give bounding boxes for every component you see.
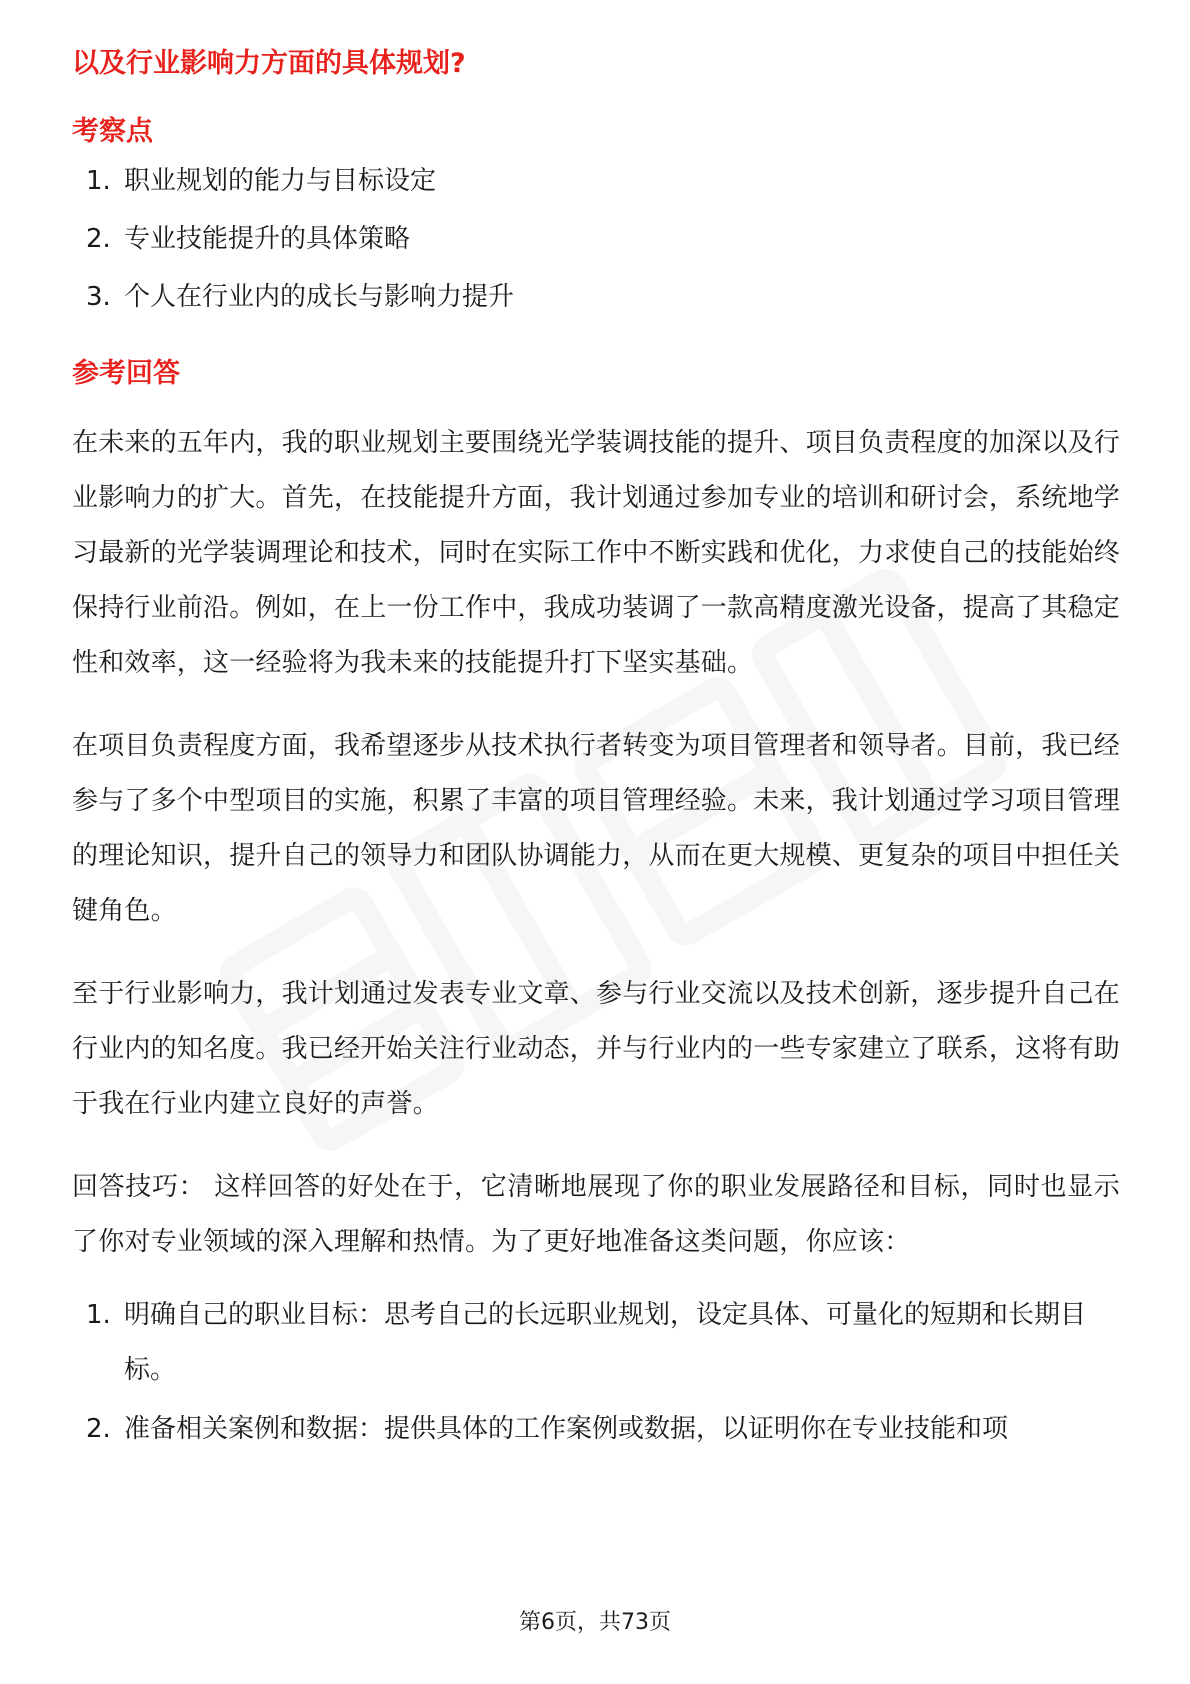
- tips-list: [72, 1288, 1120, 1457]
- list-item: [72, 210, 1120, 268]
- question-title: 以及行业影响力方面的具体规划?: [72, 48, 466, 79]
- list-item: [72, 1402, 1120, 1457]
- page-footer: 第6页，共73页: [519, 1610, 671, 1635]
- list-item-number: 1.: [86, 166, 111, 196]
- answer-paragraph: 至于行业影响力，我计划通过发表专业文章、参与行业交流以及技术创新，逐步提升自己在行业内的知名度。我已经开始关注行业动态，并与行业内的一些专家建立了联系，这将有助于我在行业内建立良好的声誉。: [72, 979, 1121, 1119]
- list-item-number: 3.: [86, 282, 111, 312]
- list-item: [72, 268, 1120, 326]
- list-item-text: 职业规划的能力与目标设定: [124, 166, 437, 196]
- answer-paragraph: 在项目负责程度方面，我希望逐步从技术执行者转变为项目管理者和领导者。目前，我已经参与了多个中型项目的实施，积累了丰富的项目管理经验。未来，我计划通过学习项目管理的理论知识，提升自己的领导力和团队协调能力，从而在更大规模、更复杂的项目中担任关键角色。: [72, 731, 1121, 926]
- list-item-text: 明确自己的职业目标：思考自己的长远职业规划，设定具体、可量化的短期和长期目标。: [124, 1300, 1087, 1385]
- points-heading: 考察点: [72, 116, 153, 147]
- list-item: [72, 152, 1120, 210]
- list-item-number: 2.: [86, 1414, 111, 1444]
- list-item-text: 准备相关案例和数据：提供具体的工作案例或数据，以证明你在专业技能和项: [124, 1414, 1009, 1444]
- list-item-text: 专业技能提升的具体策略: [124, 224, 411, 254]
- list-item: [72, 1288, 1120, 1398]
- answer-heading: 参考回答: [72, 358, 180, 389]
- main-content: [72, 44, 1120, 1461]
- tips-paragraph: 回答技巧： 这样回答的好处在于，它清晰地展现了你的职业发展路径和目标，同时也显示了你对专业领域的深入理解和热情。为了更好地准备这类问题，你应该：: [72, 1172, 1121, 1257]
- list-item-number: 1.: [86, 1300, 111, 1330]
- list-item-text: 个人在行业内的成长与影响力提升: [124, 282, 515, 312]
- points-list: [72, 152, 1120, 326]
- list-item-number: 2.: [86, 224, 111, 254]
- answer-paragraph: 在未来的五年内，我的职业规划主要围绕光学装调技能的提升、项目负责程度的加深以及行业影响力的扩大。首先，在技能提升方面，我计划通过参加专业的培训和研讨会，系统地学习最新的光学装调理论和技术，同时在实际工作中不断实践和优化，力求使自己的技能始终保持行业前沿。例如，在上一份工作中，我成功装调了一款高精度激光设备，提高了其稳定性和效率，这一经验将为我未来的技能提升打下坚实基础。: [72, 428, 1121, 678]
